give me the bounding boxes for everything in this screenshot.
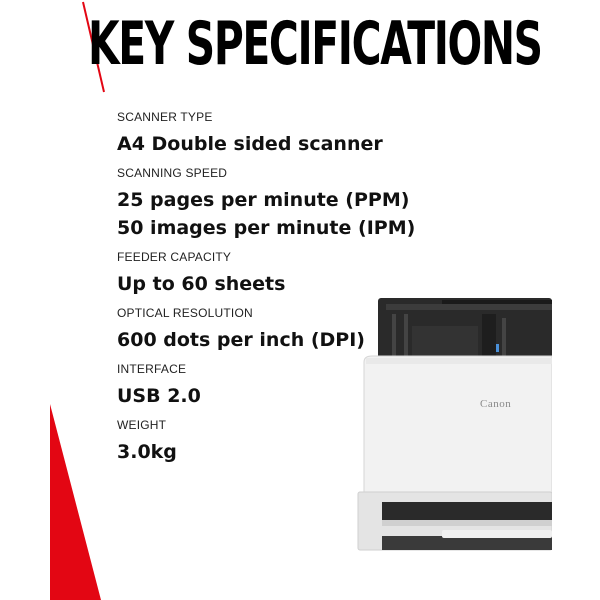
- spec-value: 50 images per minute (IPM): [117, 217, 416, 239]
- spec-value: 3.0kg: [117, 441, 177, 463]
- spec-scanning-speed: [117, 166, 417, 242]
- spec-value: 600 dots per inch (DPI): [117, 329, 365, 351]
- scanner-image: [352, 296, 552, 556]
- spec-label: SCANNER TYPE: [117, 110, 213, 124]
- spec-label: WEIGHT: [117, 418, 167, 432]
- spec-label: OPTICAL RESOLUTION: [117, 306, 253, 320]
- scanner-brand-logo: Canon: [480, 398, 512, 410]
- spec-scanner-type: [117, 110, 417, 158]
- spec-label: INTERFACE: [117, 362, 187, 376]
- spec-label: SCANNING SPEED: [117, 166, 228, 180]
- spec-label: FEEDER CAPACITY: [117, 250, 232, 264]
- spec-feeder-capacity: [117, 250, 417, 298]
- spec-value: A4 Double sided scanner: [117, 133, 383, 155]
- spec-value: Up to 60 sheets: [117, 273, 286, 295]
- spec-value: 25 pages per minute (PPM): [117, 189, 410, 211]
- spec-value: USB 2.0: [117, 385, 201, 407]
- page-title: KEY SPECIFICATIONS: [88, 9, 542, 79]
